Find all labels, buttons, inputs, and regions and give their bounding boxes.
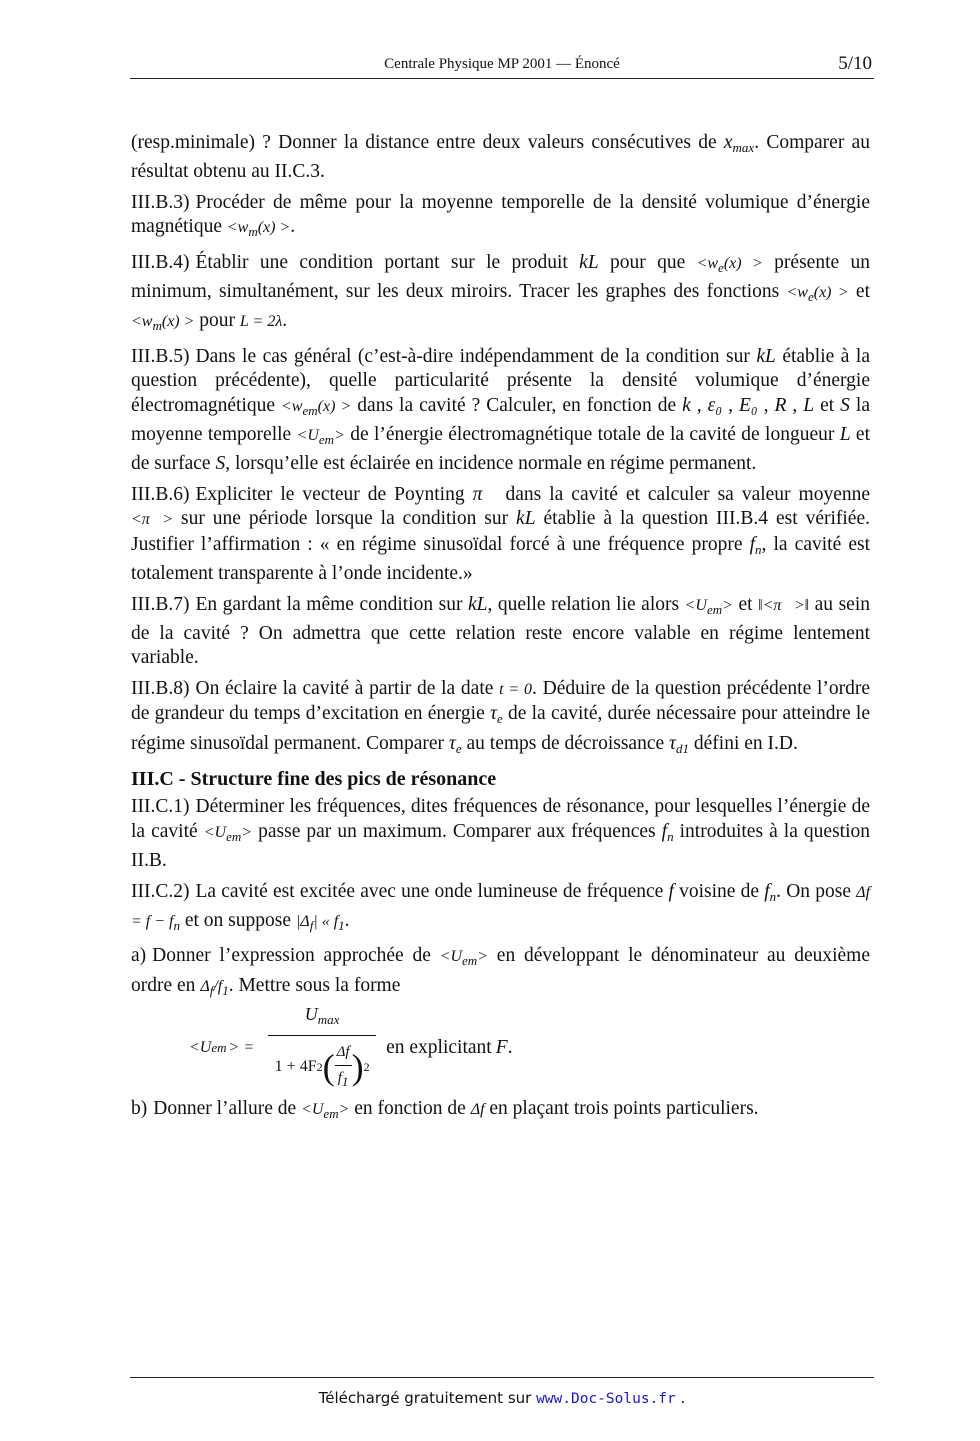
subscript: n (667, 828, 674, 844)
text: Établir une condition portant sur le produit (195, 251, 580, 273)
math: t = 0 (499, 680, 533, 698)
math: (x) > (257, 219, 291, 237)
subscript: e (455, 740, 462, 756)
text: . Comparer au résultat obtenu au II.C.3. (131, 132, 870, 183)
subscript: n (173, 917, 180, 933)
text: passe par un maximum. Comparer aux fréquences (252, 820, 662, 842)
subscript: 1 (222, 982, 229, 998)
subscript: max (732, 140, 755, 155)
text: . On pose (776, 880, 857, 902)
math: L = 2λ (239, 313, 283, 331)
math: <w (131, 313, 153, 331)
math: f (661, 820, 668, 842)
text: de l’énergie électromagnétique totale de la cavité de longueur (344, 424, 840, 446)
math: /f (213, 977, 223, 995)
question-number: III.B.7) (131, 593, 190, 615)
text: . Déduire de la question précédente l’ordre de grandeur du temps d’excitation en énergie (131, 677, 871, 725)
math: kL (468, 593, 488, 615)
math: > (241, 823, 253, 841)
text: Donner l’allure de (153, 1098, 302, 1120)
text: dans la cavité et calculer sa valeur moyenne (497, 483, 870, 505)
math: <w (696, 254, 719, 272)
math: <U (296, 427, 319, 445)
subscript: em (323, 1106, 339, 1122)
math: <w (226, 219, 249, 237)
question-number: III.C.2) (131, 880, 190, 902)
subscript: em (706, 601, 723, 617)
math: <π⃗> (131, 511, 174, 529)
numerator: $U_{max}$ (268, 1002, 376, 1036)
question-number: III.B.3) (131, 191, 190, 213)
text: Dans le cas général (c’est-à-dire indépendamment de la condition sur (195, 345, 757, 367)
text: établie à la question III.B.4 est vérifiée. Justifier l’affirmation : « en régime sinusoïdal forcé à une fréquence propre (131, 508, 870, 555)
math: > (334, 427, 345, 445)
math: k , ε₀ , E₀ , R , L (682, 394, 815, 416)
text: la moyenne temporelle (131, 394, 870, 446)
math: kL (579, 251, 599, 273)
subscript: f (309, 917, 314, 933)
text: pour (194, 310, 240, 332)
variable: x (723, 132, 733, 153)
question-number: III.B.4) (131, 251, 190, 273)
formula: <U em > = $U_{max}$ 1 + 4F 2 ( Δf f1 ) 2 en explicitant F . (189, 1009, 870, 1087)
subscript: n (755, 541, 762, 557)
math: Δ (200, 977, 210, 995)
question-III-B-5 (131, 345, 870, 477)
question-a (131, 944, 870, 1003)
question-III-B-4 (131, 251, 870, 339)
subscript: em (226, 828, 242, 844)
page-number: 5/10 (838, 53, 872, 74)
math: > = (228, 1038, 255, 1056)
math: f (668, 880, 674, 902)
text: Déterminer les fréquences, dites fréquences de résonance, pour lesquelles l’énergie de la cavité (131, 796, 870, 842)
question-III-B-6 (131, 483, 870, 587)
text: La cavité est excitée avec une onde lumineuse de fréquence (195, 880, 669, 902)
math: f (764, 880, 770, 902)
text: . (344, 909, 350, 931)
subscript: em (318, 432, 335, 448)
footer-prefix: Téléchargé gratuitement sur (318, 1389, 537, 1407)
text: , lorsqu’elle est éclairée en incidence normale en régime permanent. (225, 453, 757, 475)
math: |Δ (295, 912, 310, 930)
text: , quelle relation lie alors (487, 593, 685, 615)
text: . (290, 216, 296, 238)
subscript: 1 (338, 917, 345, 933)
question-III-C-1 (131, 795, 870, 873)
math: kL (756, 345, 776, 367)
subscript: d1 (676, 740, 690, 756)
math: <U (203, 823, 227, 841)
math: <w (281, 397, 303, 415)
subscript: e (807, 289, 814, 305)
math: kL (516, 508, 536, 530)
text: au sein de la cavité ? On admettra que cette relation reste encore valable en régime lentement variable. (131, 593, 870, 669)
question-III-C-2 (131, 880, 870, 939)
text: et on suppose (179, 909, 296, 931)
math: (x) > (317, 397, 352, 415)
text: En gardant la même condition sur (195, 593, 468, 615)
text: présente un minimum, simultanément, sur les deux miroirs. Tracer les graphes des fonctions (131, 251, 870, 303)
subscript: e (496, 711, 503, 727)
subscript: m (152, 318, 162, 334)
inner-fraction: Δf f1 (335, 1040, 352, 1094)
question-number: III.B.5) (131, 345, 190, 367)
section-heading: III.C - Structure fine des pics de résonance (131, 767, 497, 790)
math: F (495, 1036, 508, 1058)
question-III-B-7 (131, 593, 870, 671)
question-number: III.C.1) (131, 796, 190, 818)
superscript: 2 (316, 1060, 323, 1075)
text: Expliciter le vecteur de Poynting (195, 483, 473, 505)
text: défini en I.D. (689, 732, 798, 754)
math: S (215, 453, 226, 475)
text: introduites à la question II.B. (131, 820, 871, 872)
text: dans la cavité ? Calculer, en fonction de (351, 394, 683, 416)
text: et (732, 593, 759, 615)
text: et (848, 281, 870, 303)
subscript: e (718, 259, 724, 275)
text: établie à la question précédente), quelle particularité présente la densité volumique d’énergie électromagnétique (131, 345, 870, 416)
question-III-B-3 (131, 191, 870, 245)
math: Δf = f − f (131, 883, 871, 930)
text: en explicitant (386, 1036, 492, 1058)
text: en fonction de (349, 1098, 471, 1120)
math: > (338, 1101, 350, 1119)
math: τ (669, 732, 677, 754)
paragraph (131, 131, 870, 185)
question-number: b) (131, 1098, 148, 1120)
text: au temps de décroissance (461, 732, 670, 754)
text: Donner l’expression approchée de (152, 945, 440, 967)
math: L (839, 424, 851, 446)
text: Procéder de même pour la moyenne temporelle de la densité volumique d’énergie magnétique (131, 191, 870, 238)
header-title: Centrale Physique MP 2001 — Énoncé (384, 56, 620, 72)
fraction (268, 1002, 376, 1094)
math: <U (439, 948, 463, 966)
math: (x) > (161, 313, 195, 331)
subscript: n (769, 888, 777, 904)
math: <U (301, 1101, 324, 1119)
math: <U (684, 596, 707, 614)
question-number: III.B.8) (131, 677, 190, 699)
math: π⃗ (472, 483, 498, 505)
math: > (477, 948, 488, 966)
math: τ (448, 732, 456, 754)
math: <w (786, 284, 808, 302)
math: 1 + 4F (274, 1058, 317, 1076)
text: sur une période lorsque la condition sur (173, 508, 517, 530)
math: f (749, 533, 756, 555)
math: Δf (470, 1101, 485, 1119)
subscript: em (211, 1039, 227, 1055)
text: (resp.minimale) ? Donner la distance entre deux valeurs consécutives de (131, 132, 724, 153)
math: (x) > (813, 284, 849, 302)
subscript: em (302, 402, 318, 418)
question-b (131, 1097, 870, 1126)
subscript: m (248, 224, 258, 240)
question-number: III.B.6) (131, 483, 190, 505)
text: en plaçant trois points particuliers. (484, 1098, 759, 1120)
denominator: 1 + 4F 2 ( Δf f1 ) 2 (275, 1036, 370, 1094)
math: > (722, 596, 733, 614)
text: pour que (598, 251, 697, 273)
subscript: f (209, 982, 214, 998)
text: voisine de (673, 880, 765, 902)
page-footer (130, 1377, 874, 1418)
text: , la cavité est totalement transparente à l’onde incidente.» (131, 533, 870, 585)
math: τ (490, 703, 497, 725)
question-III-B-8 (131, 677, 870, 761)
footer-text: Téléchargé gratuitement sur www.Doc-Solus.fr . (318, 1389, 686, 1407)
math: | « f (313, 912, 339, 930)
subscript: em (462, 953, 478, 969)
text: en développant le dénominateur au deuxième ordre en (131, 945, 870, 996)
subscript: max (317, 1012, 340, 1028)
text: . (282, 310, 288, 332)
math: S (840, 394, 850, 416)
math: (x) > (723, 254, 763, 272)
text: et de surface (131, 424, 870, 475)
text: de la cavité, durée nécessaire pour atteindre le régime sinusoïdal permanent. Comparer (131, 703, 870, 754)
document-body (131, 131, 870, 1133)
math: ‖<π⃗>‖ (758, 596, 810, 614)
text: et (814, 394, 841, 416)
page-header (130, 52, 874, 79)
doc-solus-link[interactable]: www.Doc-Solus.fr (536, 1391, 676, 1407)
text: . Mettre sous la forme (228, 974, 401, 996)
superscript: 2 (363, 1060, 370, 1075)
math: <U (189, 1038, 212, 1056)
question-number: a) (131, 945, 147, 967)
text: On éclaire la cavité à partir de la date (195, 677, 500, 699)
